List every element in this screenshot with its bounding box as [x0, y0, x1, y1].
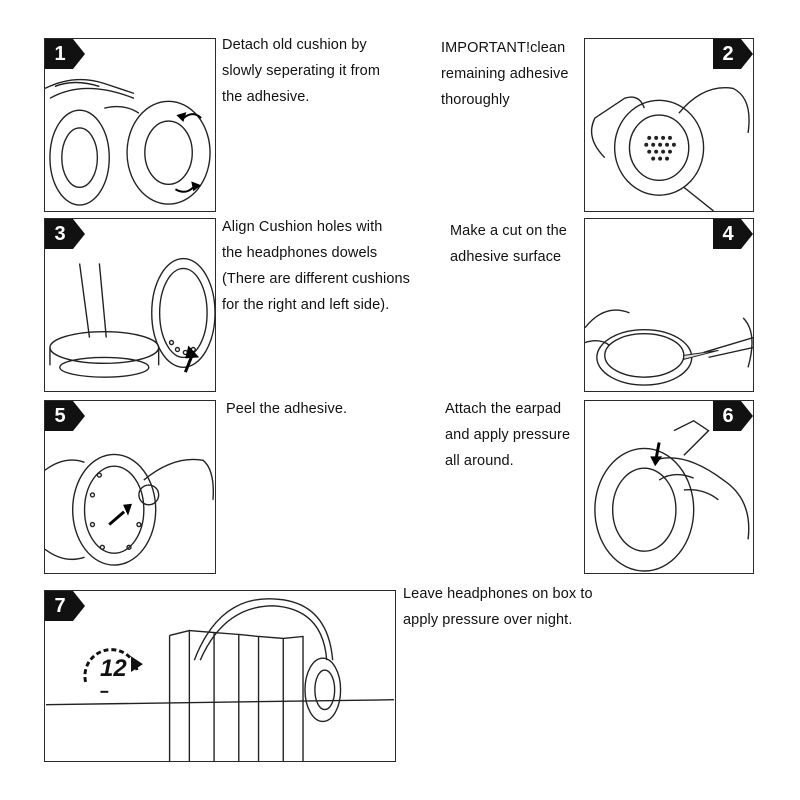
- step-1-number: 1: [54, 43, 66, 65]
- step-5-text: Peel the adhesive.: [226, 401, 348, 417]
- step-5-number: 5: [54, 405, 66, 427]
- step-2-text: IMPORTANT!clean remaining adhesive thoroughly: [441, 40, 569, 108]
- step-5-badge: [45, 401, 85, 431]
- step-4-number: 4: [722, 223, 734, 245]
- step-7-illustration: [45, 591, 395, 761]
- step-1-panel: [44, 38, 216, 212]
- step-1-badge: [45, 39, 85, 69]
- step-7-text: Leave headphones on box to apply pressure over night.: [403, 586, 593, 628]
- step-4-text: Make a cut on the adhesive surface: [450, 223, 567, 265]
- step-7-badge: [45, 591, 85, 621]
- step-6-number: 6: [722, 405, 734, 427]
- step-4-panel: [584, 218, 754, 392]
- step-6-badge: [713, 401, 753, 431]
- step-3-panel: [44, 218, 216, 392]
- step-3-text: Align Cushion holes with the headphones dowels (There are different cushions for the right and left side).: [222, 219, 411, 313]
- step-6-text: Attach the earpad and apply pressure all around.: [445, 401, 571, 469]
- clock-label: 12: [100, 655, 127, 682]
- step-3-number: 3: [54, 223, 66, 245]
- step-2-number: 2: [722, 43, 734, 65]
- step-1-text: Detach old cushion by slowly seperating it from the adhesive.: [222, 37, 381, 105]
- step-7-number: 7: [54, 595, 66, 617]
- step-7-panel: [44, 590, 396, 762]
- arrow-icon: [176, 112, 186, 122]
- step-6-panel: [584, 400, 754, 574]
- step-3-badge: [45, 219, 85, 249]
- step-2-panel: [584, 38, 754, 212]
- step-5-panel: [44, 400, 216, 574]
- step-2-badge: [713, 39, 753, 69]
- step-4-badge: [713, 219, 753, 249]
